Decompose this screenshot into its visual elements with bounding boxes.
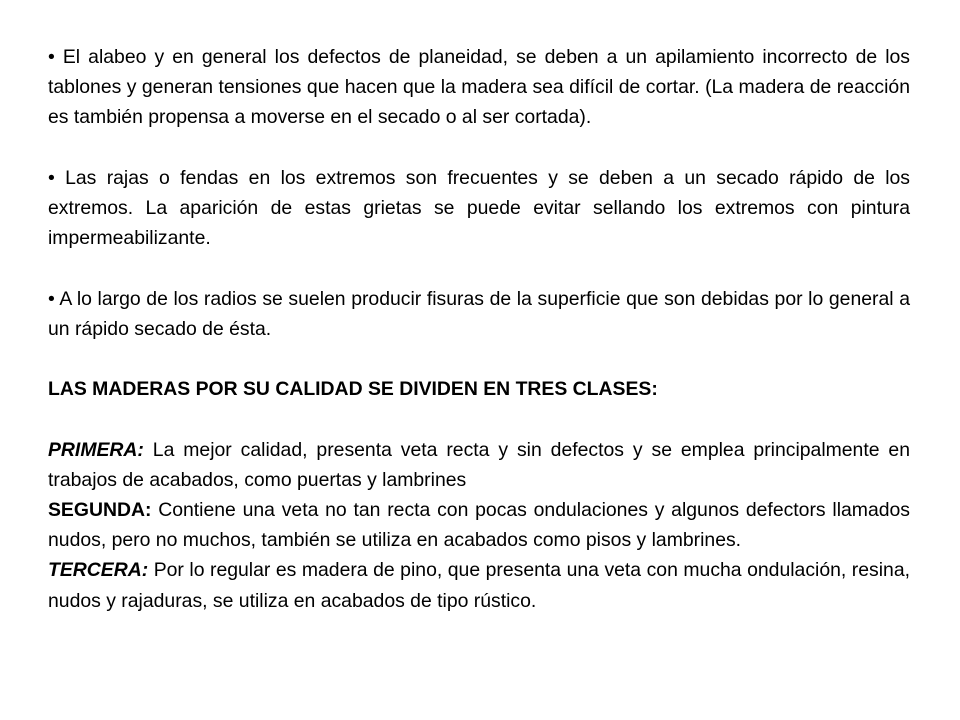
bullet-fisuras: • A lo largo de los radios se suelen producir fisuras de la superficie que son debidas por lo general a un rápido secado de ésta. <box>48 287 910 340</box>
class-segunda-term: SEGUNDA: <box>48 498 152 521</box>
section-heading: LAS MADERAS POR SU CALIDAD SE DIVIDEN EN TRES CLASES: <box>48 378 658 401</box>
class-primera-term: PRIMERA: <box>48 438 144 461</box>
spacer <box>48 133 910 163</box>
class-tercera-term: TERCERA: <box>48 559 149 582</box>
bullet-alabeo: • El alabeo y en general los defectos de planeidad, se deben a un apilamiento incorrecto de los tablones y generan tensiones que hacen que la madera sea difícil de cortar. (La madera de reacción es también propensa a moverse en el secado o al ser cortada). <box>48 46 910 129</box>
class-primera-text: La mejor calidad, presenta veta recta y sin defectos y se emplea principalmente en trabajos de acabados, como puertas y lambrines <box>48 438 910 491</box>
slide-body <box>48 42 910 616</box>
spacer <box>48 344 910 374</box>
class-tercera <box>48 555 910 615</box>
class-segunda-text: Contiene una veta no tan recta con pocas ondulaciones y algunos defectors llamados nudos, pero no muchos, también se utiliza en acabados como pisos y lambrines. <box>48 498 910 552</box>
class-segunda <box>48 495 910 555</box>
bullet-rajas: • Las rajas o fendas en los extremos son frecuentes y se deben a un secado rápido de los extremos. La aparición de estas grietas se puede evitar sellando los extremos con pintura impermeabilizante. <box>48 166 910 250</box>
class-tercera-text: Por lo regular es madera de pino, que presenta una veta con mucha ondulación, resina, nudos y rajaduras, se utiliza en acabados de tipo rústico. <box>48 559 910 612</box>
class-primera <box>48 435 910 495</box>
spacer <box>48 404 910 434</box>
spacer <box>48 253 910 283</box>
